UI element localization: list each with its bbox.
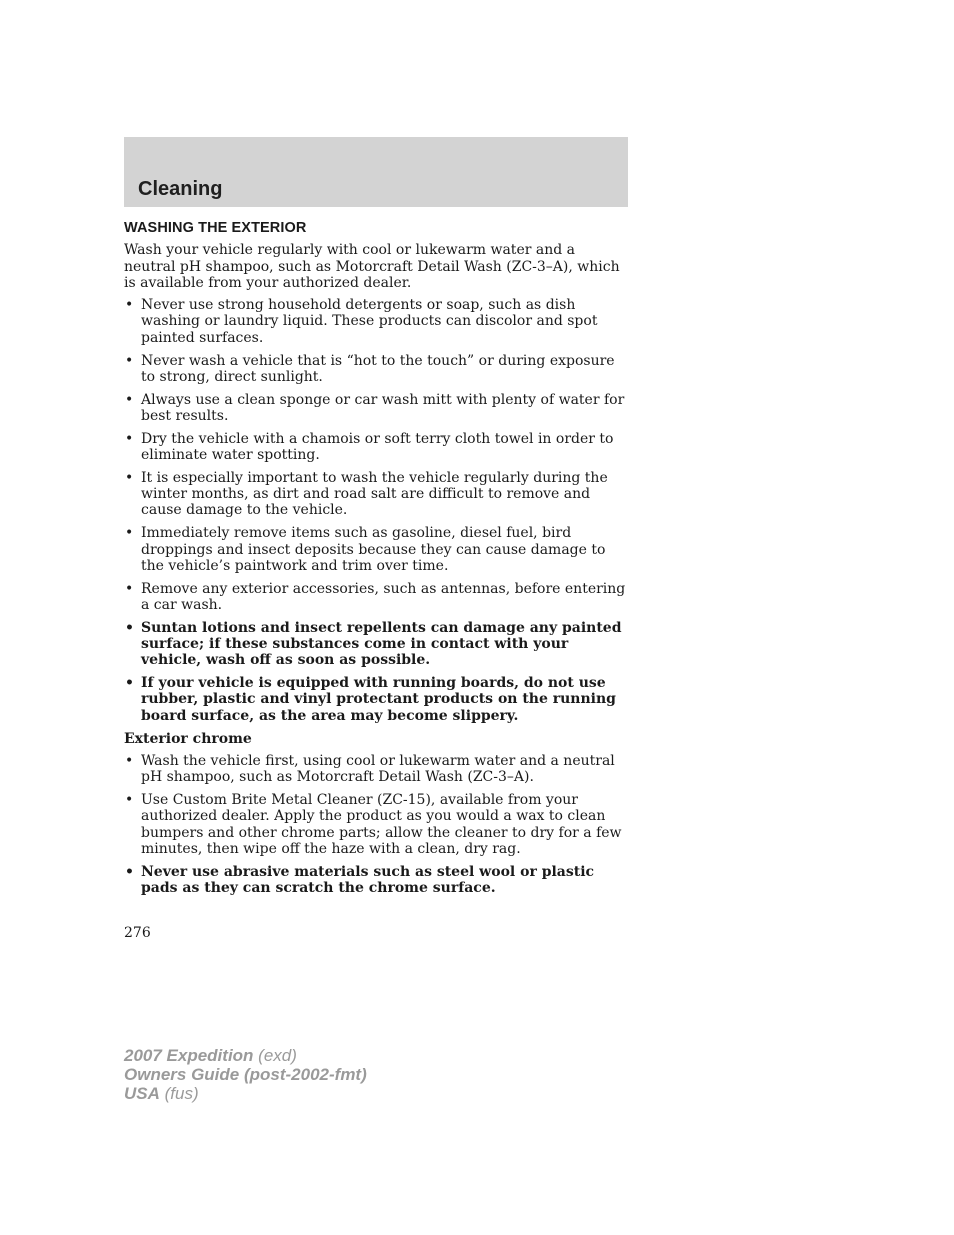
- bullet-text: If your vehicle is equipped with running boards, do not use rubber, plastic and vinyl protectant products on the running board surface, as the area may become slippery.: [141, 675, 616, 724]
- chrome-bullet-list: [124, 753, 628, 896]
- bullet-text: Use Custom Brite Metal Cleaner (ZC-15), available from your authorized dealer. Apply the product as you would a wax to clean bumpers and other chrome parts; allow the cleaner to dry for a few minutes, then wipe off the haze with a clean, dry rag.: [141, 791, 622, 857]
- footer-model: 2007 Expedition: [124, 1046, 254, 1065]
- bullet-item: [124, 297, 628, 346]
- bullet-item: [124, 353, 628, 386]
- section-header-band: [124, 137, 628, 207]
- bullet-text: Always use a clean sponge or car wash mitt with plenty of water for best results.: [141, 391, 625, 424]
- bullet-item: [124, 470, 628, 519]
- bullet-item: [124, 431, 628, 464]
- intro-paragraph: Wash your vehicle regularly with cool or lukewarm water and a neutral pH shampoo, such as Motorcraft Detail Wash (ZC-3–A), which is available from your authorized dealer.: [124, 242, 620, 291]
- bullet-text: Immediately remove items such as gasoline, diesel fuel, bird droppings and insect deposits because they can cause damage to the vehicle’s paintwork and trim over time.: [141, 525, 606, 574]
- bullet-dot: •: [125, 430, 134, 447]
- bullet-text: It is especially important to wash the vehicle regularly during the winter months, as dirt and road salt are difficult to remove and cause damage to the vehicle.: [141, 469, 608, 519]
- footer-model-code: (exd): [253, 1046, 297, 1065]
- footer-market: USA: [124, 1084, 160, 1103]
- bullet-item: [124, 675, 628, 724]
- footer-guide: Owners Guide (post-2002-fmt): [124, 1065, 367, 1084]
- bullet-item: [124, 864, 628, 897]
- footer-line-2: [124, 1065, 367, 1084]
- page-content: [124, 220, 628, 903]
- bullet-dot: •: [125, 791, 134, 808]
- bullet-dot: •: [125, 863, 134, 880]
- exterior-chrome-heading: Exterior chrome: [124, 730, 252, 747]
- bullet-item: [124, 392, 628, 425]
- footer-market-code: (fus): [159, 1084, 199, 1103]
- bullet-text: Never wash a vehicle that is “hot to the touch” or during exposure to strong, direct sunlight.: [141, 352, 615, 385]
- bullet-dot: •: [125, 297, 134, 314]
- bullet-dot: •: [125, 352, 134, 369]
- document-footer: [124, 1046, 367, 1103]
- footer-line-3: [124, 1084, 367, 1103]
- washing-bullet-list: [124, 297, 628, 724]
- bullet-dot: •: [125, 580, 134, 597]
- bullet-text: Never use strong household detergents or soap, such as dish washing or laundry liquid. These products can discolor and spot painted surfaces.: [141, 297, 598, 346]
- bullet-dot: •: [125, 752, 134, 769]
- bullet-dot: •: [125, 469, 134, 486]
- bullet-item: [124, 581, 628, 614]
- bullet-text: Never use abrasive materials such as steel wool or plastic pads as they can scratch the chrome surface.: [141, 863, 595, 896]
- bullet-dot: •: [125, 525, 134, 542]
- bullet-text: Remove any exterior accessories, such as antennas, before entering a car wash.: [141, 580, 626, 613]
- bullet-item: [124, 753, 628, 786]
- page-number: 276: [124, 925, 151, 941]
- bullet-dot: •: [125, 675, 134, 692]
- bullet-text: Dry the vehicle with a chamois or soft terry cloth towel in order to eliminate water spotting.: [141, 430, 614, 464]
- bullet-item: [124, 525, 628, 574]
- bullet-item: [124, 792, 628, 857]
- footer-line-1: [124, 1046, 367, 1065]
- bullet-text: Suntan lotions and insect repellents can damage any painted surface; if these substances come in contact with your vehicle, wash off as soon as possible.: [141, 619, 622, 669]
- bullet-item: [124, 620, 628, 669]
- bullet-dot: •: [125, 619, 134, 636]
- washing-heading: WASHING THE EXTERIOR: [124, 220, 307, 236]
- section-title: Cleaning: [138, 178, 223, 200]
- bullet-text: Wash the vehicle first, using cool or lukewarm water and a neutral pH shampoo, such as Motorcraft Detail Wash (ZC-3–A).: [141, 752, 615, 786]
- bullet-dot: •: [125, 391, 134, 408]
